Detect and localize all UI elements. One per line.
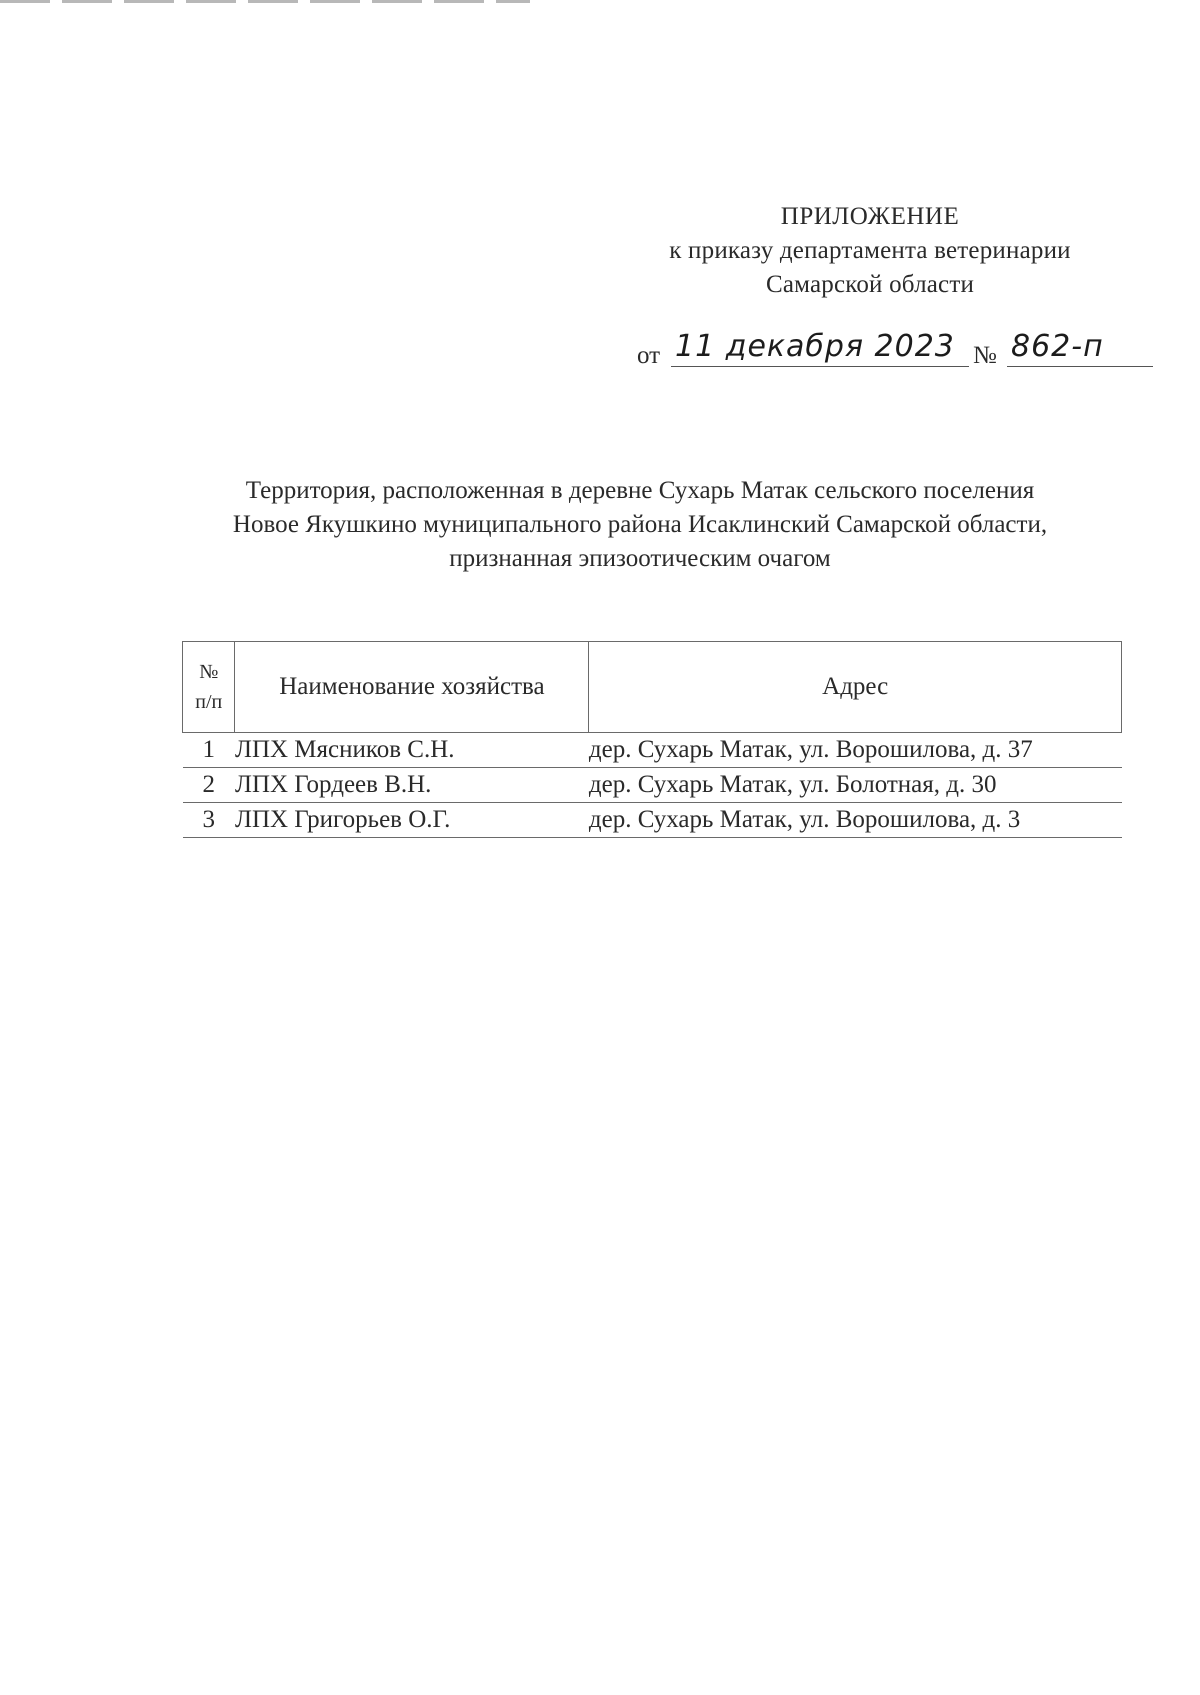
table-row (183, 768, 1122, 803)
header-number (183, 642, 235, 733)
row-address: дер. Сухарь Матак, ул. Болотная, д. 30 (589, 768, 1122, 803)
appendix-heading: ПРИЛОЖЕНИЕ (780, 203, 960, 230)
order-number-label: № (973, 342, 997, 369)
order-number-handwritten: 862-п (1007, 330, 1153, 367)
row-number: 2 (183, 768, 235, 803)
header-farm-name: Наименование хозяйства (235, 642, 589, 733)
table-row (183, 733, 1122, 768)
table-header-row (183, 642, 1122, 733)
row-address: дер. Сухарь Матак, ул. Ворошилова, д. 37 (589, 733, 1122, 768)
document-title (160, 474, 1120, 576)
appendix-block (600, 200, 1140, 302)
table-row (183, 803, 1122, 838)
appendix-line-2: Самарской области (765, 271, 975, 298)
row-number: 3 (183, 803, 235, 838)
appendix-line-1: к приказу департамента ветеринарии (669, 237, 1071, 264)
header-address: Адрес (589, 642, 1122, 733)
row-number: 1 (183, 733, 235, 768)
header-number-symbol: № (199, 661, 219, 683)
document-title-line-2: Новое Якушкино муниципального района Исаклинский Самарской области, (232, 511, 1048, 538)
row-farm-name: ЛПХ Григорьев О.Г. (235, 803, 589, 838)
row-farm-name: ЛПХ Мясников С.Н. (235, 733, 589, 768)
order-date-handwritten: 11 декабря 2023 (671, 330, 969, 367)
row-address: дер. Сухарь Матак, ул. Ворошилова, д. 3 (589, 803, 1122, 838)
farms-table (182, 641, 1122, 838)
order-date-number-line (637, 330, 1157, 380)
document-title-line-3: признанная эпизоотическим очагом (449, 545, 831, 572)
order-from-label: от (637, 342, 661, 369)
row-farm-name: ЛПХ Гордеев В.Н. (235, 768, 589, 803)
document-title-line-1: Территория, расположенная в деревне Сухарь Матак сельского поселения (245, 477, 1035, 504)
header-number-abbr: п/п (195, 691, 223, 713)
scan-edge-dashes (0, 0, 530, 3)
